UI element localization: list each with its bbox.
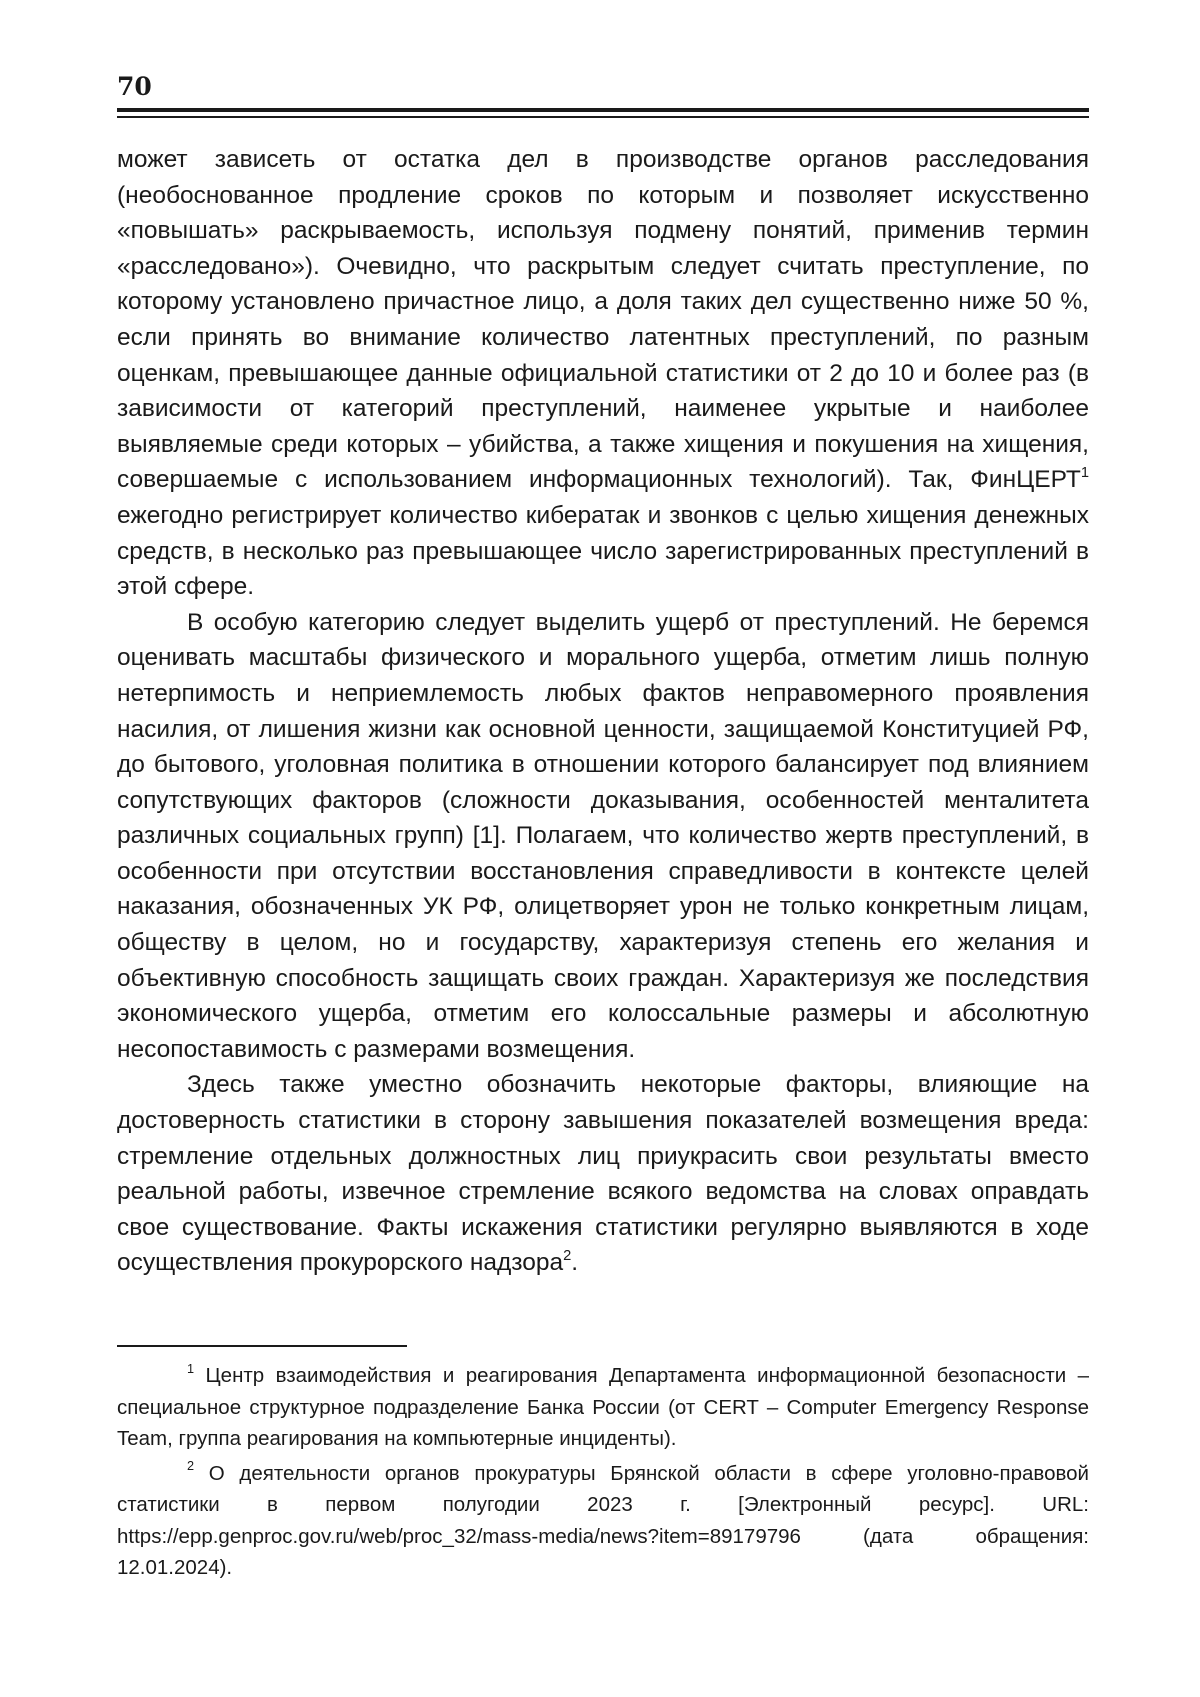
- paragraph-3: [117, 1067, 1089, 1281]
- footnotes: [117, 1360, 1089, 1584]
- header-rule-thick: [117, 108, 1089, 112]
- footnote-2: [117, 1458, 1089, 1584]
- paragraph-3-text-b: .: [571, 1249, 579, 1277]
- paragraph-1-text-b: ежегодно регистрирует количество кибератак и звонков с целью хищения денежных средств, в несколько раз превышающее число зарегистрированных преступлений в этой сфере.: [117, 501, 1089, 601]
- page-number: 70: [117, 72, 152, 101]
- paragraph-1: [117, 142, 1089, 605]
- footnote-separator: [117, 1345, 407, 1347]
- body-text: [117, 142, 1089, 1281]
- footnote-ref-1: 1: [1080, 464, 1089, 481]
- paragraph-2: В особую категорию следует выделить ущерб от преступлений. Не беремся оценивать масштабы физического и морального ущерба, отметим лишь полную нетерпимость и неприемлемость любых фактов неправомерного проявления насилия, от лишения жизни как основной ценности, защищаемой Конституцией РФ, до бытового, уголовная политика в отношении которого балансирует под влиянием сопутствующих факторов (сложности доказывания, особенностей менталитета различных социальных групп) [1]. Полагаем, что количество жертв преступлений, в особенности при отсутствии восстановления справедливости в контексте целей наказания, обозначенных УК РФ, олицетворяет урон не только конкретным лицам, обществу в целом, но и государству, характеризуя степень его желания и объективную способность защищать своих граждан. Характеризуя же последствия экономического ущерба, отметим его колоссальные размеры и абсолютную несопоставимость с размерами возмещения.: [117, 608, 1089, 1063]
- paragraph-3-text-a: Здесь также уместно обозначить некоторые факторы, влияющие на достоверность статистики в сторону завышения показателей возмещения вреда: стремление отдельных должностных лиц приукрасить свои результаты вместо реальной работы, извечное стремление всякого ведомства на словах оправдать свое существование. Факты искажения статистики регулярно выявляются в ходе осуществления прокурорского надзора: [117, 1071, 1089, 1277]
- paragraph-1-text-a: может зависеть от остатка дел в производстве органов расследования (необоснованное продление сроков по которым и позволяет искусственно «повышать» раскрываемость, используя подмену понятий, применив термин «расследовано»). Очевидно, что раскрытым следует считать преступление, по которому установлено причастное лицо, а доля таких дел существенно ниже 50 %, если принять во внимание количество латентных преступлений, по разным оценкам, превышающее данные официальной статистики от 2 до 10 и более раз (в зависимости от категорий преступлений, наименее укрытые и наиболее выявляемые среди которых – убийства, а также хищения и покушения на хищения, совершаемые с использованием информационных технологий). Так, ФинЦЕРТ: [117, 146, 1089, 494]
- header-rule-thin: [117, 116, 1089, 118]
- footnote-1-marker: 1: [187, 1360, 195, 1376]
- footnote-2-text: О деятельности органов прокуратуры Брянской области в сфере уголовно-правовой статистики в первом полугодии 2023 г. [Электронный ресурс]. URL: https://epp.genproc.gov.ru/web/proc_32/mass-media/news?item=89179796 (дата обращения: 12.01.2024).: [117, 1461, 1089, 1579]
- footnote-ref-2: 2: [563, 1247, 572, 1264]
- footnote-1: [117, 1360, 1089, 1455]
- footnote-1-text: Центр взаимодействия и реагирования Департамента информационной безопасности – специальное структурное подразделение Банка России (от CERT – Computer Emergency Response Team, группа реагирования на компьютерные инциденты).: [117, 1364, 1089, 1450]
- footnote-2-marker: 2: [187, 1458, 195, 1474]
